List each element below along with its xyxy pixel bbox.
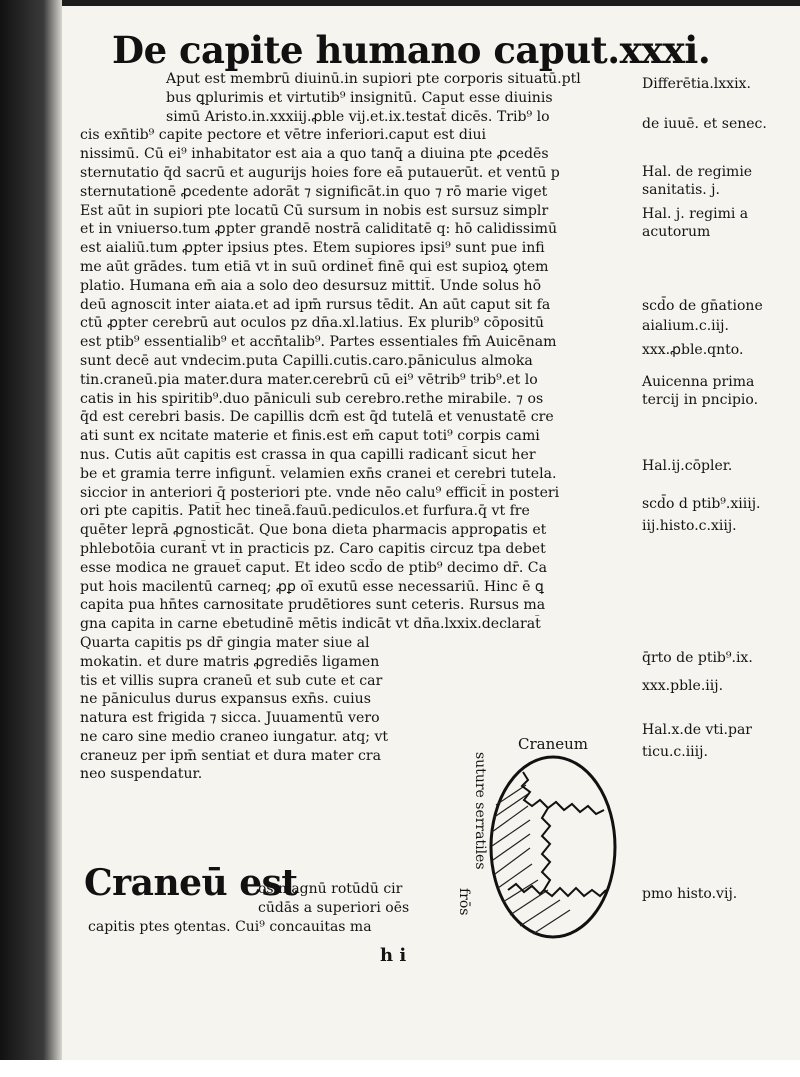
text-line: quēter leprā ꝓgnosticāt. Que bona dieta pharmacis approꝑatis et: [80, 522, 547, 539]
marginal-note: Hal.x.de vti.par: [642, 722, 752, 738]
text-line: be et gramia terre infigunt̄. velamien exn̄s cranei et cerebri tutela.: [80, 465, 557, 482]
marginal-note: Hal.ij.cōpler.: [642, 458, 733, 474]
text-line: capita pua hn̄tes carnositate prudētiores sunt ceteris. Rursus ma: [80, 597, 546, 614]
text-line: craneuz per ipm̄ sentiat et dura mater cra: [80, 747, 381, 764]
chapter-title: De capite humano caput.xxxi.: [112, 28, 711, 72]
marginal-note: xxx.pble.iij.: [642, 678, 724, 694]
text-line: platio. Humana em̄ aia a solo deo desursuz mittit̄. Unde solus hō: [80, 277, 542, 294]
marginal-note: Hal. de regimie: [642, 164, 753, 180]
text-line: ati sunt ex ncitate materie et finis.est em̄ caput toti⁹ corpis cami: [80, 428, 540, 445]
text-line: esse modica ne grauet̄ caput. Et ideo scd̄o de ptib⁹ decimo dr̄. Ca: [80, 559, 547, 576]
text-line: gna capita in carne ebetudinē mētis indicāt vt dn̄a.lxxix.declarat̄: [80, 616, 541, 633]
marginal-note: q̄rto de ptib⁹.ix.: [642, 650, 753, 666]
marginal-note: xxx.ꝓble.qnto.: [642, 342, 744, 358]
text-line: ori pte capitis. Patit̄ hec tineā.fauū.pediculos.et furfura.q̄ vt fre: [80, 503, 530, 520]
text-line: ne caro sine medio craneo iungatur. atq; vt: [80, 728, 389, 745]
marginal-note: pmo histo.vij.: [642, 886, 738, 902]
text-line: bus ꝗplurimis et virtutib⁹ insignitū. Caput esse diuinis: [166, 89, 553, 106]
skull-outline: [491, 757, 615, 937]
text-line: Est aūt in supiori pte locatū Cū sursum in nobis est sursuz simplr: [80, 202, 549, 219]
text-line: catis in his spiritib⁹.duo pāniculi sub cerebro.rethe mirabile. ⁊ os: [80, 390, 544, 407]
heading-continuation: [258, 880, 409, 918]
cranium-woodcut-figure: [478, 750, 628, 945]
text-line: nissimū. Cū ei⁹ inhabitator est aia a quo tanq̄ a diuina pte ꝓcedēs: [80, 146, 549, 163]
text-line: q̄d est cerebri basis. De capillis dcm̄ est q̄d tutelā et venustatē cre: [80, 409, 554, 426]
figure-side-label-front: frōs: [456, 888, 472, 916]
page-gutter-shadow: [0, 0, 62, 1077]
text-line: sternutatio q̄d sacrū et augurijs hoies fore eā putauerūt. et ventū p: [80, 164, 560, 181]
text-line: ne pāniculus durus expansus exn̄s. cuius: [80, 691, 371, 708]
marginal-note: scd̄o d ptib⁹.xiiij.: [642, 496, 761, 512]
text-line: et in vniuerso.tum ꝓpter grandē nostrā caliditatē q: hō calidissimū: [80, 221, 558, 238]
text-line: Aput est membrū diuinū.in supiori pte corporis situatū.ptl: [166, 71, 581, 87]
text-line: Quarta capitis ps dr̄ gingia mater siue al: [80, 634, 370, 651]
text-line: sunt decē aut vndecim.puta Capilli.cutis.caro.pāniculus almoka: [80, 352, 533, 369]
text-line: me aūt grādes. tum etiā vt in suū ordinet̄ finē qui est supioꝝ ꝯtem: [80, 258, 549, 275]
text-line: cūdās a superiori oēs: [258, 899, 410, 916]
text-line: siccior in anteriori q̄ posteriori pte. vnde nēo calu⁹ efficit̄ in posteri: [80, 484, 560, 501]
signature-mark: h i: [380, 945, 407, 966]
text-line: est ptib⁹ essentialib⁹ et accn̄talib⁹. Partes essentiales fm̄ Auicēnam: [80, 334, 557, 351]
marginal-note: Hal. j. regimi a: [642, 206, 749, 222]
text-line: simū Aristo.in.xxxiij.ꝓble vij.et.ix.testat̄ dicēs. Trib⁹ lo: [166, 108, 550, 125]
text-line: deū agnoscit inter aiata.et ad ipm̄ rursus tēdit. An aūt caput sit fa: [80, 296, 551, 313]
text-line: cis exn̄tib⁹ capite pectore et vētre inferiori.caput est diui: [80, 127, 487, 144]
marginal-note: tercij in pncipio.: [642, 392, 759, 408]
text-line: mokatin. et dure matris ꝓgrediēs ligamen: [80, 653, 380, 670]
text-line: natura est frigida ⁊ sicca. Juuamentū vero: [80, 710, 380, 727]
marginal-note: ticu.c.iiij.: [642, 744, 708, 760]
marginal-note: Differētia.lxxix.: [642, 76, 751, 92]
text-line: est aialiū.tum ꝓpter ipsius ptes. Etem supiores ipsi⁹ sunt pue infi: [80, 240, 545, 257]
text-line: put hois macilentū carneq; ꝓꝑ oī exutū esse necessariū. Hinc ē ꝗ: [80, 578, 544, 595]
page-bottom-edge: [0, 1060, 800, 1077]
marginal-note: de iuuē. et senec.: [642, 116, 767, 132]
section-heading-craneum: Craneū est: [84, 862, 298, 904]
figure-side-label-sutures: suture serratiles: [472, 752, 488, 870]
text-line: ctū ꝓpter cerebrū aut oculos pz dn̄a.xl.latius. Ex plurib⁹ cōpositū: [80, 315, 544, 332]
figure-label: Craneum: [518, 735, 589, 753]
marginal-note: sanitatis. j.: [642, 182, 720, 198]
marginal-note: iij.histo.c.xiij.: [642, 518, 737, 534]
main-text-block: [80, 70, 632, 784]
text-line: neo suspendatur.: [80, 766, 203, 783]
marginal-note: aialium.c.iij.: [642, 318, 729, 334]
marginal-note: scd̄o de gn̄atione: [642, 298, 763, 314]
text-line: phlebotōia curant̄ vt in practicis pz. Caro capitis circuz tpa debet: [80, 540, 546, 557]
marginal-note: acutorum: [642, 224, 711, 240]
marginal-note: Auicenna prima: [642, 374, 755, 390]
text-line: nus. Cutis aūt capitis est crassa in qua capilli radicant̄ sicut her: [80, 446, 536, 463]
text-line: tin.craneū.pia mater.dura mater.cerebrū cū ei⁹ vētrib⁹ trib⁹.et lo: [80, 371, 538, 388]
text-line: os magnū rotūdū cir: [258, 881, 403, 897]
text-line: tis et villis supra craneū et sub cute et car: [80, 672, 383, 689]
last-text-line: capitis ptes ꝯtentas. Cui⁹ concauitas ma: [88, 919, 372, 935]
text-line: sternutationē ꝓcedente adorāt ⁊ significāt.in quo ⁊ rō marie viget: [80, 183, 548, 200]
